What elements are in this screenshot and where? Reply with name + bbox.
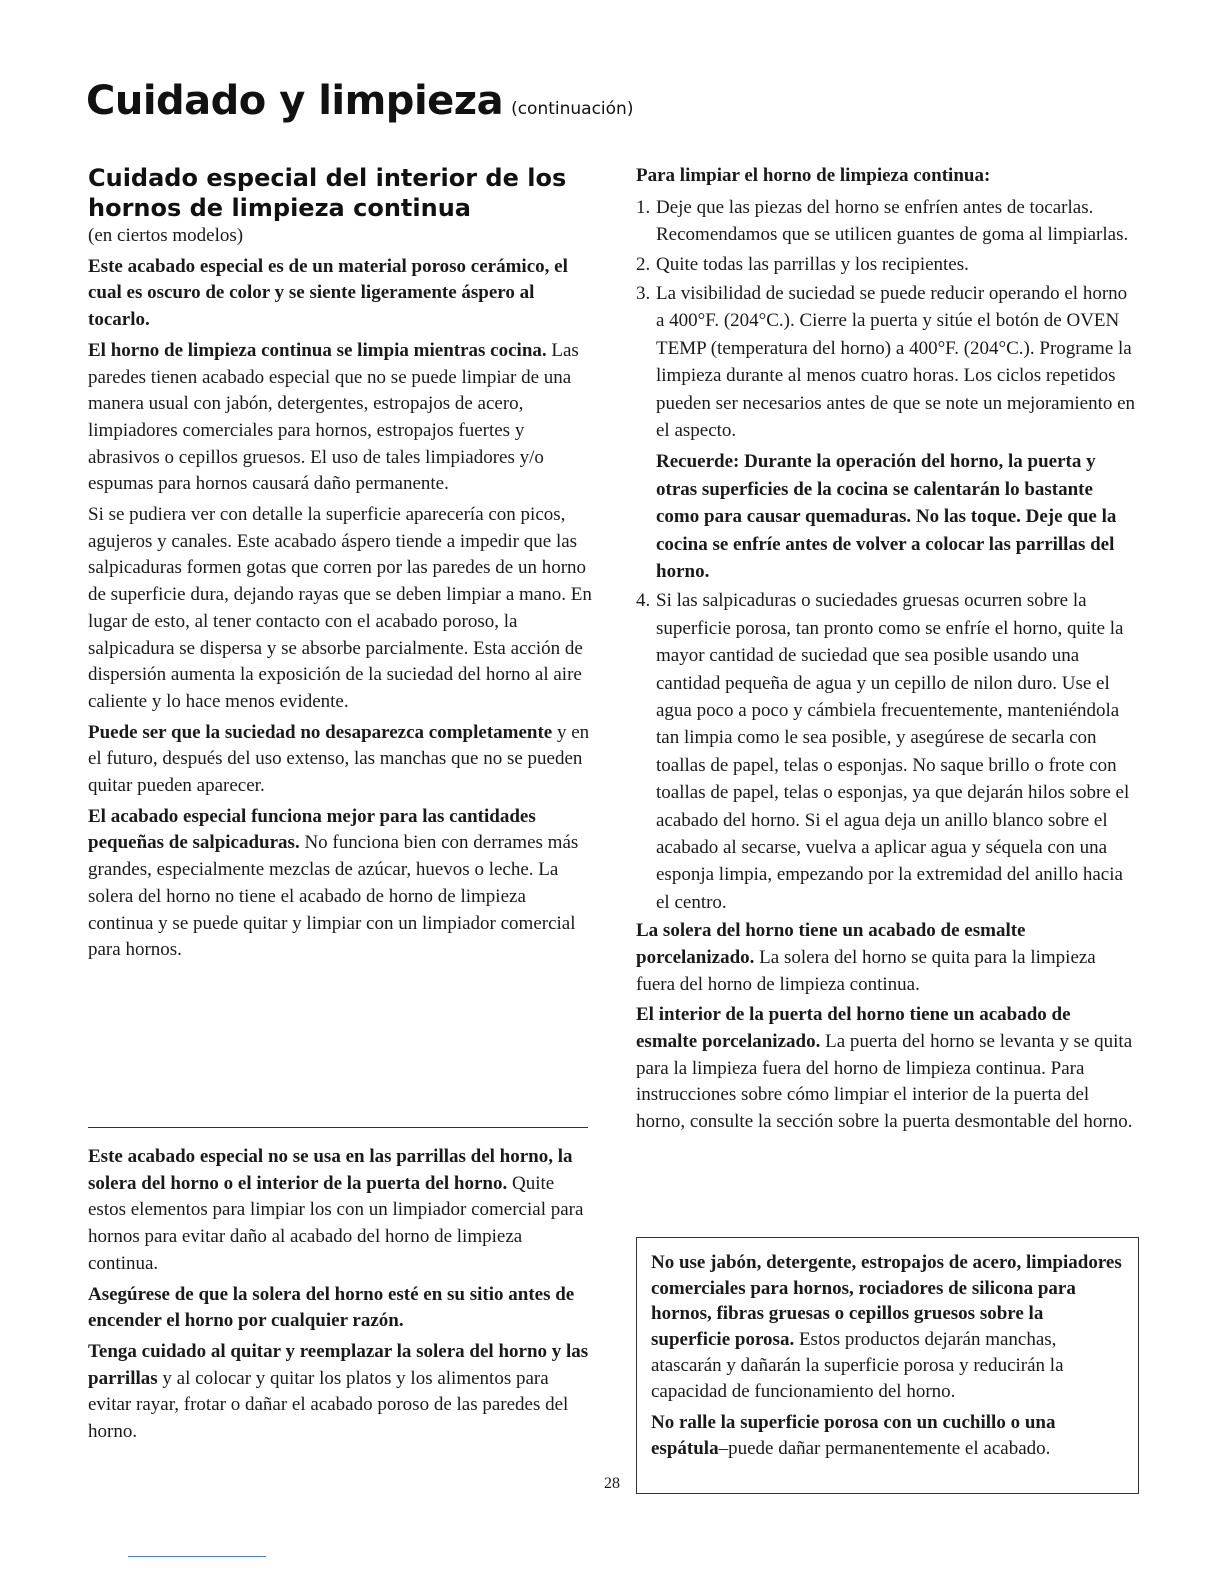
page-subtitle: (continuación) bbox=[511, 99, 634, 119]
step-text: Si las salpicaduras o suciedades gruesas ocurren sobre la superficie porosa, tan pronto como se enfríe el horno, quite la mayor cantidad de suciedad que sea posible usando una cantidad pequeña de agua y un cepillo de nilon duro. Use el agua poco a poco y cámbiela frecuentemente, manteniéndola tan limpia como le sea posible, y asegúrese de secarla con toallas de papel, telas o esponjas. No saque brillo o frote con toallas de papel, telas o esponjas, ya que dejarán hilos sobre el acabado del horno. Si el agua deja un anillo blanco sobre el acabado al secarse, vuelva a aplicar agua y séquela con una esponja limpia, empezando por la extremidad del anillo hacia el centro. bbox=[656, 590, 1130, 913]
paragraph-oven-door bbox=[636, 1002, 1136, 1136]
step-text: Quite todas las parrillas y los recipientes. bbox=[656, 253, 969, 275]
body-text: La puerta del horno se levanta y se quita para la limpieza fuera del horno de limpieza continua. Para instrucciones sobre cómo limpiar el interior de la puerta del horno, consulte la sección sobre la puerta desmontable del horno. bbox=[636, 1031, 1133, 1133]
burn-reminder: Recuerde: Durante la operación del horno, la puerta y otras superficies de la cocina se calentarán lo bastante como para causar quemaduras. No las toque. Deje que la cocina se enfríe antes de volver a colocar las parrillas del horno. bbox=[656, 451, 1117, 582]
section-title-line-1: Cuidado especial del interior de los bbox=[88, 164, 567, 192]
page-title bbox=[86, 78, 633, 124]
bold-lead: Asegúrese de que la solera del horno esté en su sitio antes de encender el horno por cualquier razón. bbox=[88, 1283, 575, 1332]
body-text: Quite estos elementos para limpiar los con un limpiador comercial para hornos para evitar daño al acabado del horno de limpieza continua. bbox=[88, 1172, 584, 1274]
bold-lead: Tenga cuidado al quitar y reemplazar la solera del horno y las parrillas bbox=[88, 1340, 589, 1389]
page-title-text: Cuidado y limpieza bbox=[86, 78, 504, 124]
paragraph-finish bbox=[88, 254, 593, 334]
step-number: 3. bbox=[636, 282, 651, 304]
bold-lead: El interior de la puerta del horno tiene un acabado de esmalte porcelanizado. bbox=[636, 1004, 1071, 1053]
paragraph-not-used bbox=[88, 1144, 593, 1278]
list-item bbox=[636, 280, 1136, 585]
paragraph-surface-detail: Si se pudiera ver con detalle la superficie aparecería con picos, agujeros y canales. Este acabado áspero tiende a impedir que las salpicaduras formen gotas que corren por las paredes de un horno de superficie dura, dejando rayas que se deben limpiar a mano. En lugar de esto, al tener contacto con el acabado poroso, la salpicadura se dispersa y se absorbe parcialmente. Esta acción de dispersión aumenta la exposición de la suciedad del horno al aire caliente y lo hace menos evidente. bbox=[88, 504, 592, 712]
body-text: Estos productos dejarán manchas, atascarán y dañarán la superficie porosa y reducirán la capacidad de funcionamiento del horno. bbox=[651, 1329, 1064, 1402]
paragraph-care bbox=[88, 1339, 593, 1446]
step-text: La visibilidad de suciedad se puede reducir operando el horno a 400°F. (204°C.). Cierre la puerta y sitúe el botón de OVEN TEMP (temperatura del horno) a 400°F. (204°C.). Programe la limpieza durante al menos cuatro horas. Los ciclos repetidos pueden ser necesarios antes de que se note un mejoramiento en el aspecto. bbox=[656, 282, 1136, 441]
section-divider bbox=[88, 1127, 588, 1128]
step-number: 2. bbox=[636, 253, 651, 275]
bold-lead: Este acabado especial no se usa en las parrillas del horno, la solera del horno o el interior de la puerta del horno. bbox=[88, 1146, 573, 1194]
right-column bbox=[636, 163, 1136, 1140]
paragraph-oven-floor bbox=[636, 918, 1136, 998]
cleaning-steps-list bbox=[636, 194, 1136, 917]
bold-lead: Puede ser que la suciedad no desaparezca completamente bbox=[88, 721, 553, 743]
paragraph-stains bbox=[88, 720, 593, 800]
step-number: 4. bbox=[636, 590, 651, 612]
body-text: –puede dañar permanentemente el acabado. bbox=[718, 1437, 1051, 1459]
list-item bbox=[636, 251, 1136, 278]
body-text: y al colocar y quitar los platos y los alimentos para evitar rayar, frotar o dañar el acabado poroso de las paredes del horno. bbox=[88, 1367, 569, 1443]
body-text: Las paredes tienen acabado especial que no se puede limpiar de una manera usual con jabón, detergentes, estropajos de acero, limpiadores comerciales para hornos, estropajos fuertes y abrasivos o cepillos gruesos. El uso de tales limpiadores y/o espumas para hornos causará daño permanente. bbox=[88, 339, 579, 495]
warning-no-scraping bbox=[651, 1410, 1126, 1461]
page-number: 28 bbox=[604, 1475, 620, 1492]
bold-lead: No ralle la superficie porosa con un cuchillo o una espátula bbox=[651, 1412, 1056, 1459]
models-note: (en ciertos modelos) bbox=[88, 225, 244, 246]
cleaning-steps-heading: Para limpiar el horno de limpieza continua: bbox=[636, 165, 991, 186]
bold-lead: No use jabón, detergente, estropajos de acero, limpiadores comerciales para hornos, rociadores de silicona para hornos, fibras gruesas o cepillos gruesos sobre la superficie porosa. bbox=[651, 1252, 1122, 1351]
section-title-line-2: hornos de limpieza continua bbox=[88, 194, 471, 222]
bold-lead: La solera del horno tiene un acabado de esmalte porcelanizado. bbox=[636, 920, 1026, 968]
step-number: 1. bbox=[636, 196, 651, 218]
warning-box bbox=[636, 1237, 1139, 1494]
body-text: La solera del horno se quita para la limpieza fuera del horno de limpieza continua. bbox=[636, 946, 1096, 995]
paragraph-continuous-clean bbox=[88, 338, 593, 498]
footer-link-underline bbox=[128, 1556, 266, 1557]
left-column-lower bbox=[88, 1144, 593, 1450]
body-text: No funciona bien con derrames más grandes, especialmente mezclas de azúcar, huevos o leche. La solera del horno no tiene el acabado de horno de limpieza continua y se puede quitar y limpiar con un limpiador comercial para hornos. bbox=[88, 832, 579, 961]
paragraph-floor-in-place bbox=[88, 1282, 593, 1335]
bold-lead: El acabado especial funciona mejor para las cantidades pequeñas de salpicaduras. bbox=[88, 805, 536, 854]
paragraph-small-spills bbox=[88, 804, 593, 964]
body-text: y en el futuro, después del uso extenso, las manchas que no se pueden quitar pueden aparecer. bbox=[88, 721, 590, 797]
list-item bbox=[636, 194, 1136, 249]
bold-lead: El horno de limpieza continua se limpia mientras cocina. bbox=[88, 339, 547, 361]
paragraph-finish-text: Este acabado especial es de un material poroso cerámico, el cual es oscuro de color y se siente ligeramente áspero al tocarlo. bbox=[88, 255, 568, 331]
list-item bbox=[636, 587, 1136, 916]
left-column bbox=[88, 163, 593, 968]
step-text: Deje que las piezas del horno se enfríen antes de tocarlas. Recomendamos que se utilicen guantes de goma al limpiarlas. bbox=[656, 196, 1129, 246]
section-title bbox=[88, 163, 593, 223]
warning-no-cleaners bbox=[651, 1250, 1126, 1404]
